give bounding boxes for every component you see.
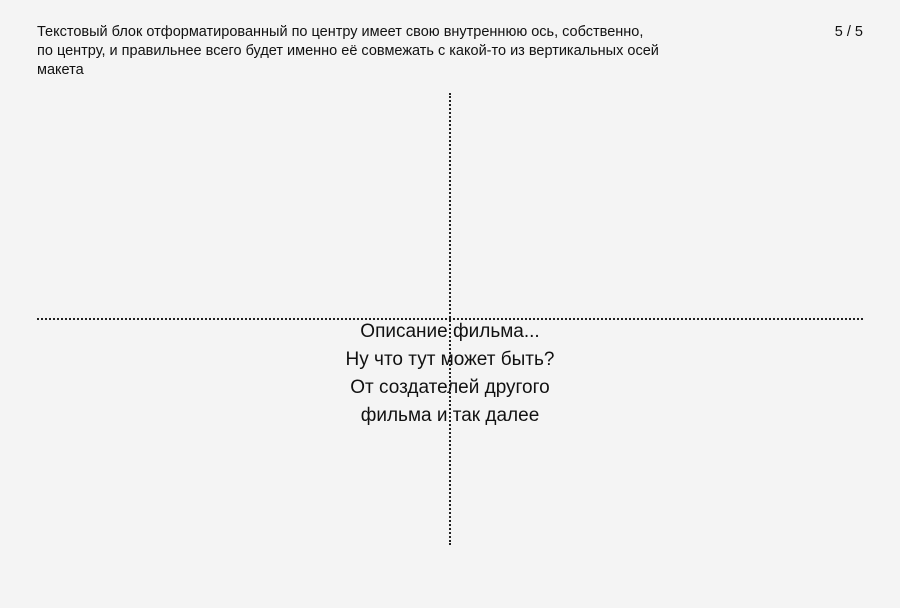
caption-line: Текстовый блок отформатированный по центру имеет свою внутреннюю ось, собственно, xyxy=(37,24,644,40)
caption-line: макета xyxy=(37,62,84,78)
page-counter: 5 / 5 xyxy=(834,24,863,40)
text-line: фильма и так далее xyxy=(360,405,540,426)
centered-text-block xyxy=(250,318,650,430)
text-line: Описание фильма... xyxy=(360,321,540,342)
slide-caption xyxy=(37,23,737,80)
text-line: Ну что тут может быть? xyxy=(345,349,555,370)
text-line: От создателей другого xyxy=(350,377,550,398)
caption-line: по центру, и правильнее всего будет именно её совмежать с какой-то из вертикальных осей xyxy=(37,43,659,59)
